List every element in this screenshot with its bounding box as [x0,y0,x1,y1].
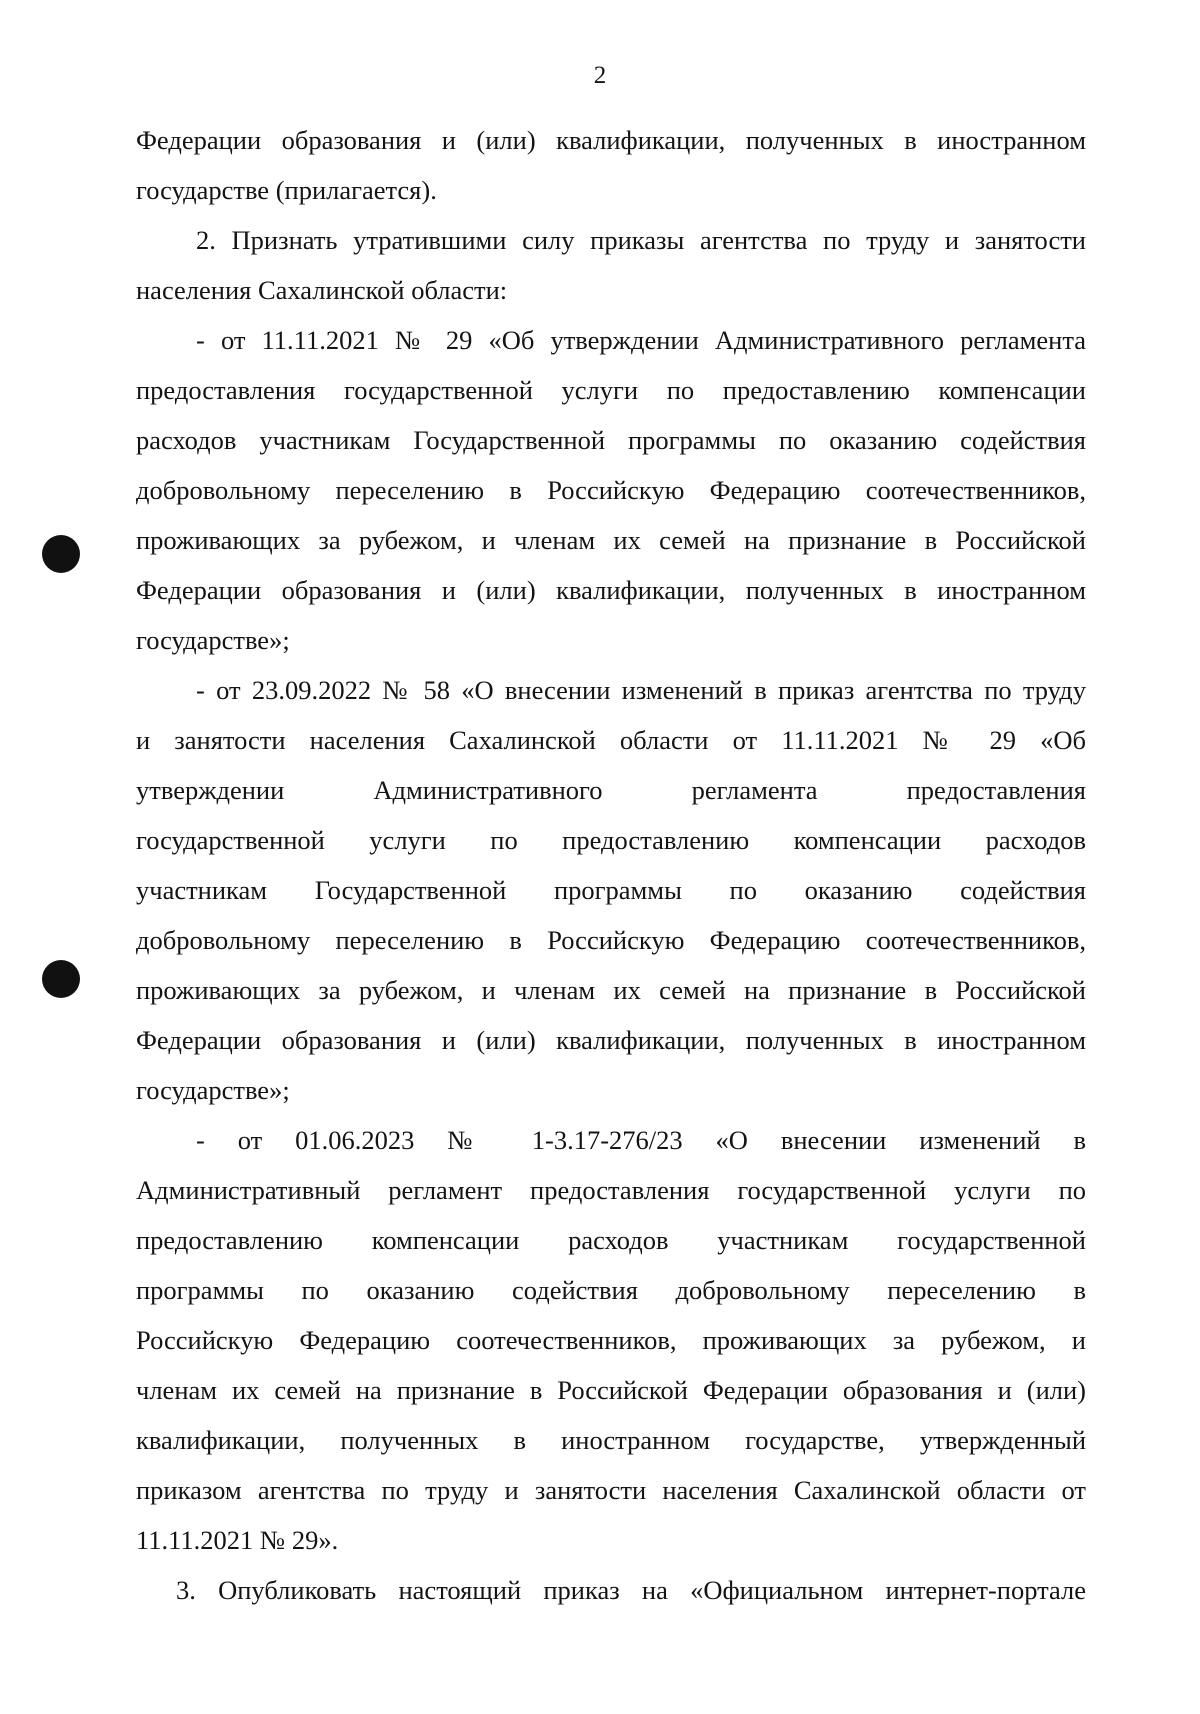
text-line: Федерации образования и (или) квалификации, полученных в иностранном [136,1025,1086,1055]
text-line: 3. Опубликовать настоящий приказ на «Официальном интернет-портале [176,1575,1086,1605]
text-line: государстве»; [136,625,290,655]
text-line: утверждении Административного регламента предоставления [136,775,1086,805]
text-line: 2. Признать утратившими силу приказы агентства по труду и занятости [196,225,1086,255]
punch-hole-bottom [42,960,80,998]
text-line: участникам Государственной программы по оказанию содействия [136,875,1086,905]
text-line: - от 23.09.2022 № 58 «О внесении изменений в приказ агентства по труду [196,675,1086,705]
text-line: предоставления государственной услуги по предоставлению компенсации [136,375,1086,405]
text-line: добровольному переселению в Российскую Федерацию соотечественников, [136,475,1086,505]
text-line: расходов участникам Государственной программы по оказанию содействия [136,425,1086,455]
text-line: проживающих за рубежом, и членам их семей на признание в Российской [136,525,1086,555]
document-body [136,115,1086,1615]
text-line: Федерации образования и (или) квалификации, полученных в иностранном [136,575,1086,605]
text-line: добровольному переселению в Российскую Федерацию соотечественников, [136,925,1086,955]
text-line: государстве»; [136,1075,290,1105]
page-number: 2 [593,62,607,89]
text-line: квалификации, полученных в иностранном государстве, утвержденный [136,1425,1086,1455]
text-line: Административный регламент предоставления государственной услуги по [136,1175,1086,1205]
text-line: проживающих за рубежом, и членам их семей на признание в Российской [136,975,1086,1005]
text-line: 11.11.2021 № 29». [136,1525,339,1555]
text-line: членам их семей на признание в Российской Федерации образования и (или) [136,1375,1086,1405]
text-line: предоставлению компенсации расходов участникам государственной [136,1225,1086,1255]
text-line: Федерации образования и (или) квалификации, полученных в иностранном [136,125,1086,155]
text-line: программы по оказанию содействия добровольному переселению в [136,1275,1086,1305]
punch-hole-top [42,535,80,573]
text-line: населения Сахалинской области: [136,275,508,305]
text-line: - от 11.11.2021 № 29 «Об утверждении Административного регламента [196,325,1086,355]
text-line: государственной услуги по предоставлению компенсации расходов [136,825,1086,855]
text-line: - от 01.06.2023 № 1-3.17-276/23 «О внесении изменений в [196,1125,1086,1155]
text-line: и занятости населения Сахалинской области от 11.11.2021 № 29 «Об [136,725,1086,755]
text-line: приказом агентства по труду и занятости населения Сахалинской области от [136,1475,1086,1505]
text-line: Российскую Федерацию соотечественников, проживающих за рубежом, и [136,1325,1086,1355]
text-line: государстве (прилагается). [136,175,437,205]
